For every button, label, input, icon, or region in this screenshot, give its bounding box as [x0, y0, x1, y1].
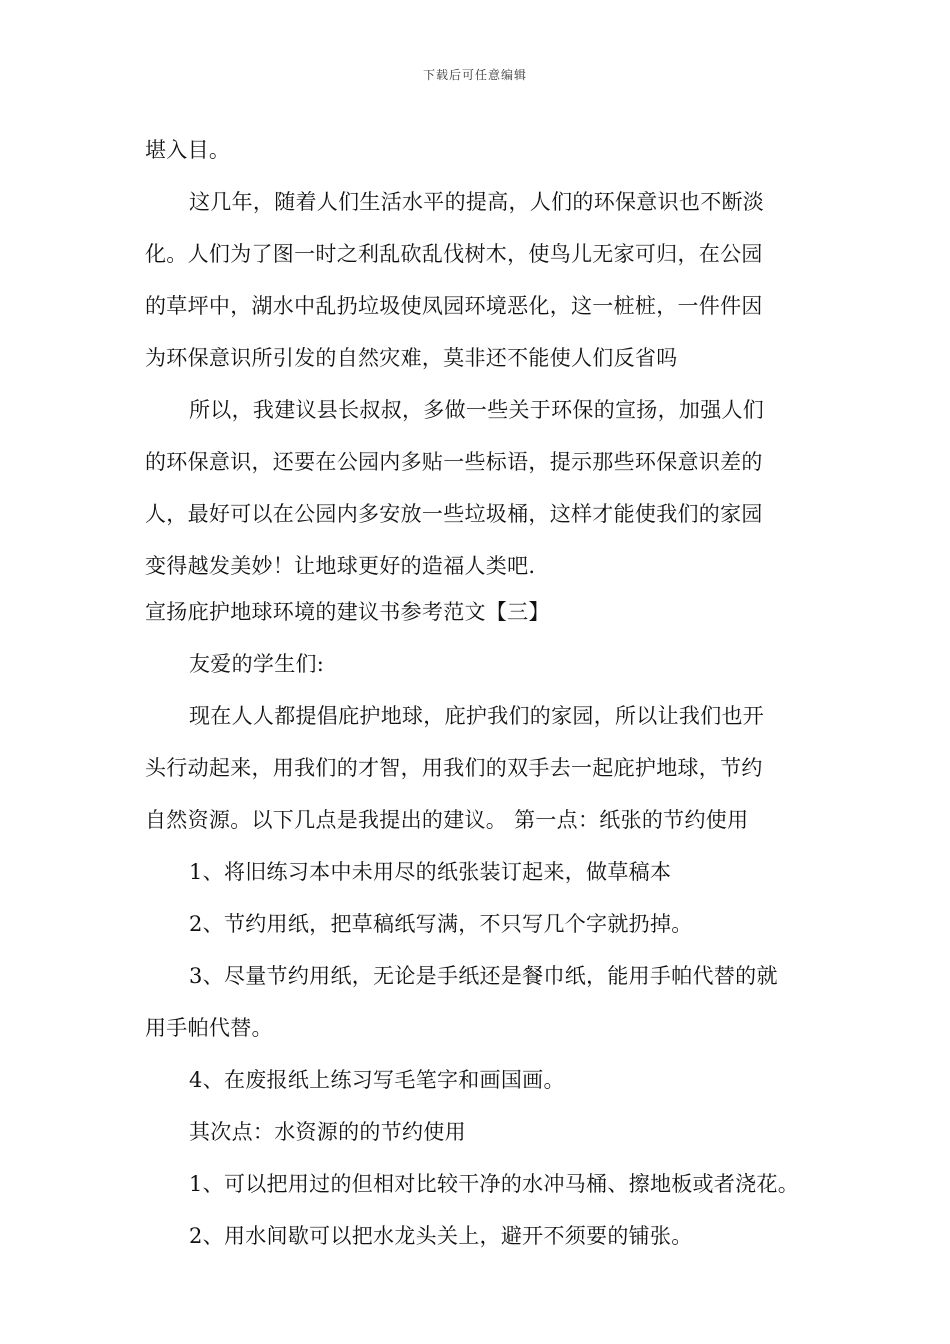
list-item: 3、尽量节约用纸，无论是手纸还是餐巾纸，能用手帕代替的就: [189, 964, 778, 988]
paragraph-line: 自然资源。以下几点是我提出的建议。 第一点：纸张的节约使用: [145, 808, 749, 832]
list-item: 1、可以把用过的但相对比较干净的水冲马桶、擦地板或者浇花。: [189, 1172, 800, 1196]
paragraph-line: 的环保意识，还要在公园内多贴一些标语，提示那些环保意识差的: [145, 450, 763, 474]
paragraph-line: 这几年，随着人们生活水平的提高，人们的环保意识也不断淡: [189, 190, 765, 214]
section-heading: 宣扬庇护地球环境的建议书参考范文【三】: [145, 600, 550, 624]
paragraph-line: 化。人们为了图一时之利乱砍乱伐树木，使鸟儿无家可归，在公园: [145, 242, 763, 266]
paragraph-line: 人，最好可以在公园内多安放一些垃圾桶，这样才能使我们的家园: [145, 502, 763, 526]
document-body: [145, 130, 825, 1268]
list-item: 1、将旧练习本中未用尽的纸张装订起来，做草稿本: [189, 860, 672, 884]
paragraph-line: 为环保意识所引发的自然灾难，莫非还不能使人们反省吗: [145, 346, 678, 370]
paragraph-line: 变得越发美妙！让地球更好的造福人类吧.: [145, 554, 536, 578]
salutation: 友爱的学生们:: [189, 652, 325, 676]
list-item: 2、用水间歇可以把水龙头关上，避开不须要的铺张。: [189, 1224, 693, 1248]
subsection-heading: 其次点：水资源的的节约使用: [189, 1120, 466, 1144]
page-header: 下载后可任意编辑: [422, 68, 527, 82]
list-item-continuation: 用手帕代替。: [145, 1016, 273, 1040]
paragraph-line: 现在人人都提倡庇护地球，庇护我们的家园，所以让我们也开: [189, 704, 765, 728]
paragraph-line: 的草坪中，湖水中乱扔垃圾使凤园环境恶化，这一桩桩，一件件因: [145, 294, 763, 318]
paragraph-line: 所以，我建议县长叔叔，多做一些关于环保的宣扬，加强人们: [189, 398, 765, 422]
list-item: 4、在废报纸上练习写毛笔字和画国画。: [189, 1068, 565, 1092]
paragraph-line: 堪入目。: [145, 138, 231, 162]
paragraph-line: 头行动起来，用我们的才智，用我们的双手去一起庇护地球，节约: [145, 756, 763, 780]
list-item: 2、节约用纸，把草稿纸写满，不只写几个字就扔掉。: [189, 912, 693, 936]
